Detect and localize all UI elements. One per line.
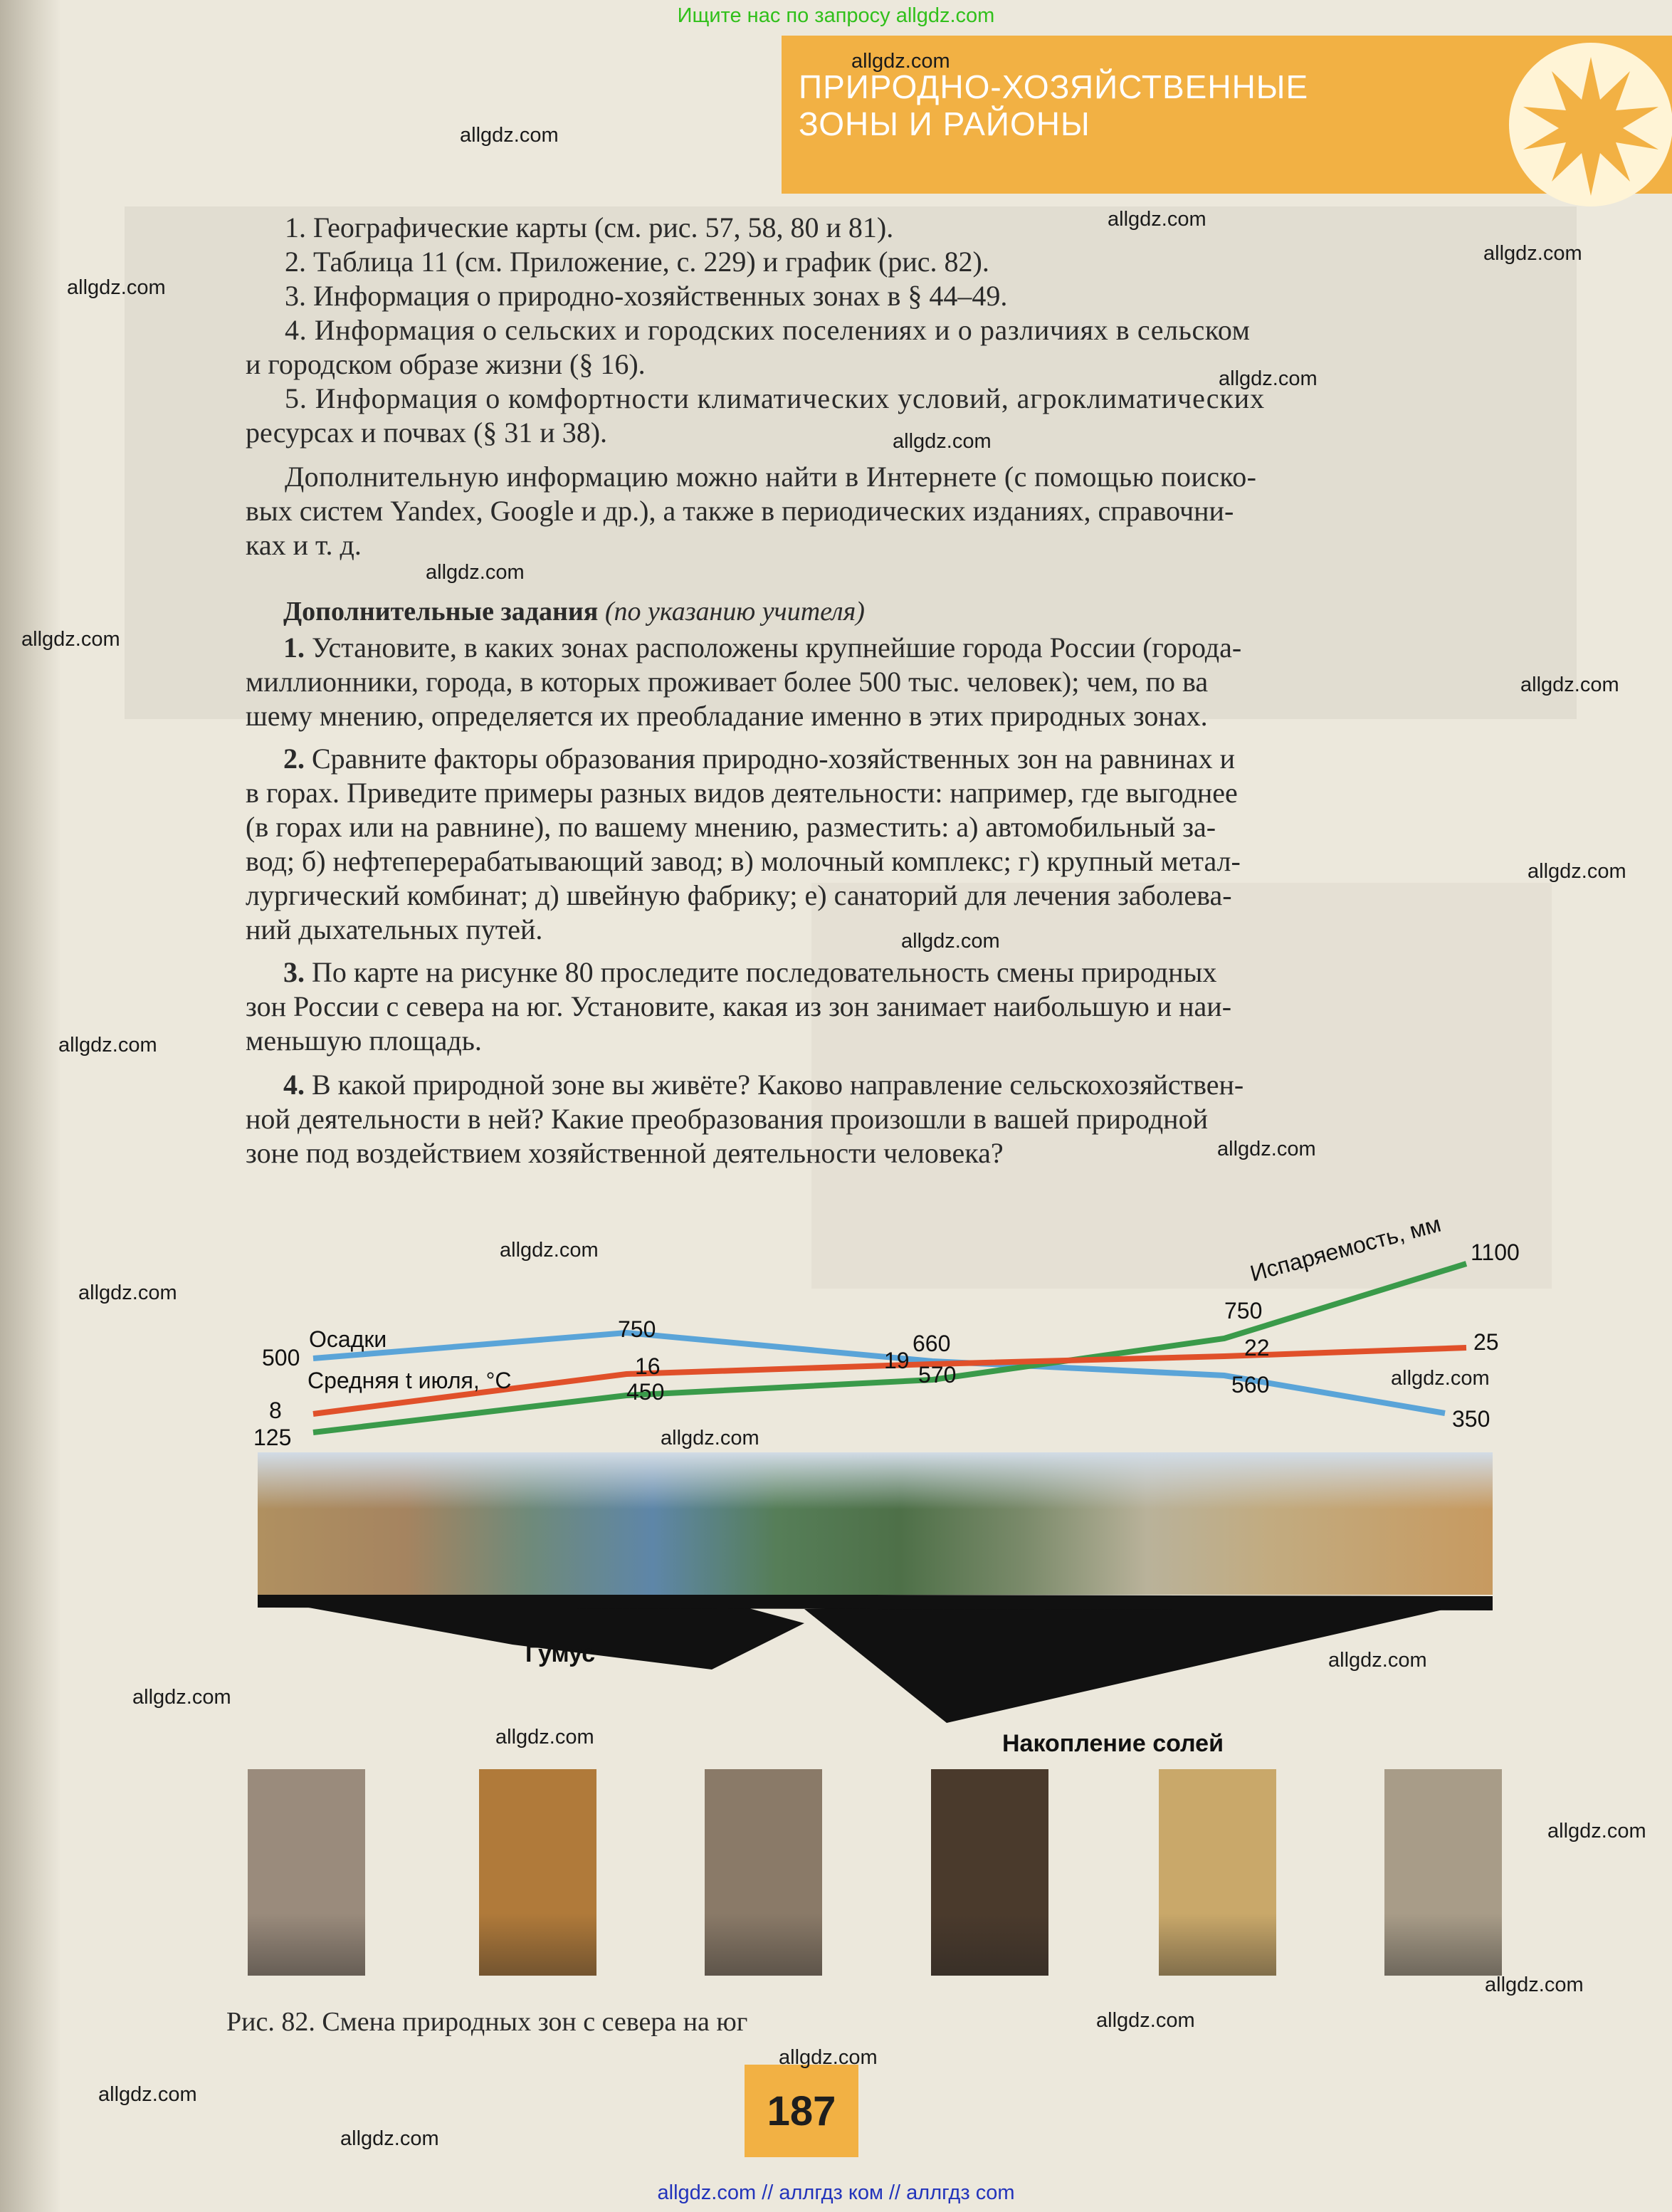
source-item-1: 1. Географические карты (см. рис. 57, 58, 80 и 81).: [285, 211, 894, 243]
label-humus: Гумус: [525, 1640, 596, 1667]
label-temp-25: 25: [1473, 1329, 1499, 1355]
task-2-line3: (в горах или на равнине), по вашему мнению, разместить: а) автомобильный за-: [246, 811, 1216, 843]
label-temp-16: 16: [635, 1353, 661, 1379]
watermark: allgdz.com: [460, 124, 559, 147]
bottom-links[interactable]: allgdz.com // аллгдз ком // аллгдз com: [657, 2181, 1015, 2204]
task-2-line6: ний дыхательных путей.: [246, 913, 543, 945]
watermark: allgdz.com: [500, 1239, 599, 1262]
label-evaporation: Испаряемость, мм: [1247, 1210, 1444, 1286]
section-title-line2: ЗОНЫ И РАЙОНЫ: [799, 105, 1090, 142]
task-4-line1: 4. В какой природной зоне вы живёте? Каково направление сельскохозяйствен-: [283, 1069, 1244, 1101]
label-evap-450: 450: [626, 1379, 665, 1405]
watermark: allgdz.com: [21, 628, 120, 651]
watermark: allgdz.com: [893, 430, 992, 453]
label-temp-19: 19: [884, 1348, 910, 1373]
watermark: allgdz.com: [1483, 242, 1582, 265]
watermark: allgdz.com: [851, 50, 950, 73]
soil-sample-tundra: [248, 1769, 365, 1976]
source-item-4: 4. Информация о сельских и городских поселениях и о различиях в сельском: [285, 314, 1251, 346]
watermark: allgdz.com: [661, 1427, 759, 1450]
tasks-note: (по указанию учителя): [604, 597, 865, 627]
task-1-line2: миллионники, города, в которых проживает более 500 тыс. человек); чем, по ва: [246, 666, 1209, 698]
source-item-3: 3. Информация о природно-хозяйственных зонах в § 44–49.: [285, 280, 1008, 312]
watermark: allgdz.com: [1520, 673, 1619, 696]
label-precip-500: 500: [262, 1345, 300, 1370]
section-title-line1: ПРИРОДНО-ХОЗЯЙСТВЕННЫЕ: [799, 68, 1309, 105]
source-item-5: 5. Информация о комфортности климатических условий, агроклиматических: [285, 382, 1265, 414]
horizon-band: [258, 1593, 1493, 1610]
watermark: allgdz.com: [132, 1686, 231, 1709]
source-item-2: 2. Таблица 11 (см. Приложение, с. 229) и график (рис. 82).: [285, 246, 989, 278]
task-1-line3: шему мнению, определяется их преобладание именно в этих природных зонах.: [246, 700, 1208, 732]
watermark: allgdz.com: [98, 2083, 197, 2106]
watermark: allgdz.com: [779, 2046, 878, 2069]
task-3-line1: 3. По карте на рисунке 80 проследите последовательность смены природных: [283, 956, 1217, 988]
label-evap-1100: 1100: [1471, 1239, 1520, 1265]
figure-caption: Рис. 82. Смена природных зон с севера на юг: [226, 2007, 748, 2037]
task-3-line2: зон России с севера на юг. Установите, какая из зон занимает наибольшую и наи-: [246, 990, 1232, 1022]
label-temperature: Средняя t июля, °С: [307, 1368, 512, 1393]
watermark: allgdz.com: [1219, 367, 1318, 390]
page-number: 187: [767, 2088, 836, 2134]
extra-info-line3: ках и т. д.: [246, 529, 362, 561]
label-evap-125: 125: [253, 1425, 292, 1450]
watermark: allgdz.com: [495, 1726, 594, 1749]
soil-sample-podzol: [479, 1769, 596, 1976]
label-precip-350: 350: [1452, 1406, 1490, 1432]
task-2-line2: в горах. Приведите примеры разных видов деятельности: например, где выгоднее: [246, 777, 1238, 809]
label-evap-570: 570: [918, 1362, 957, 1388]
tasks-heading: Дополнительные задания: [283, 597, 599, 627]
task-4-line3: зоне под воздействием хозяйственной деятельности человека?: [246, 1137, 1004, 1169]
task-3-line3: меньшую площадь.: [246, 1024, 482, 1057]
watermark: allgdz.com: [67, 276, 166, 299]
watermark: allgdz.com: [1547, 1820, 1646, 1843]
watermark: allgdz.com: [1485, 1973, 1584, 1996]
watermark: allgdz.com: [901, 930, 1000, 953]
watermark: allgdz.com: [340, 2127, 439, 2150]
watermark: allgdz.com: [1328, 1649, 1427, 1672]
task-4-line2: ной деятельности в ней? Какие преобразования произошли в вашей природной: [246, 1103, 1208, 1135]
landscape-sky: [258, 1452, 1493, 1509]
watermark: allgdz.com: [1217, 1138, 1316, 1160]
watermark: allgdz.com: [78, 1281, 177, 1304]
task-2-line4: вод; б) нефтеперерабатывающий завод; в) молочный комплекс; г) крупный метал-: [246, 845, 1241, 877]
watermark: allgdz.com: [1528, 860, 1626, 883]
top-search-hint[interactable]: Ищите нас по запросу allgdz.com: [677, 4, 995, 27]
task-1-line1: 1. Установите, в каких зонах расположены крупнейшие города России (города-: [283, 631, 1242, 664]
watermark: allgdz.com: [1096, 2009, 1195, 2032]
source-item-4-cont: и городском образе жизни (§ 16).: [246, 348, 646, 380]
label-salts: Накопление солей: [1002, 1730, 1224, 1757]
soil-sample-desert: [1384, 1769, 1502, 1976]
soil-sample-chestnut: [1159, 1769, 1276, 1976]
label-precip-750: 750: [618, 1316, 656, 1342]
soil-sample-gray-forest: [705, 1769, 822, 1976]
watermark: allgdz.com: [1391, 1367, 1490, 1390]
watermark: allgdz.com: [58, 1034, 157, 1057]
label-precip-560: 560: [1231, 1372, 1270, 1398]
extra-info-line2: вых систем Yandex, Google и др.), а также в периодических изданиях, справочни-: [246, 495, 1234, 527]
extra-info-line1: Дополнительную информацию можно найти в Интернете (с помощью поиско-: [285, 461, 1257, 493]
label-precip-660: 660: [913, 1331, 951, 1356]
label-osadki: Осадки: [309, 1326, 387, 1352]
label-temp-8: 8: [269, 1398, 282, 1423]
label-temp-22: 22: [1244, 1335, 1270, 1361]
task-2-line5: лургический комбинат; д) швейную фабрику; е) санаторий для лечения заболева-: [246, 879, 1232, 911]
task-2-line1: 2. Сравните факторы образования природно-хозяйственных зон на равнинах и: [283, 743, 1236, 775]
source-item-5-cont: ресурсах и почвах (§ 31 и 38).: [246, 416, 608, 449]
label-evap-750: 750: [1224, 1298, 1263, 1323]
soil-sample-chernozem: [931, 1769, 1048, 1976]
watermark: allgdz.com: [426, 561, 525, 584]
watermark: allgdz.com: [1108, 208, 1206, 231]
